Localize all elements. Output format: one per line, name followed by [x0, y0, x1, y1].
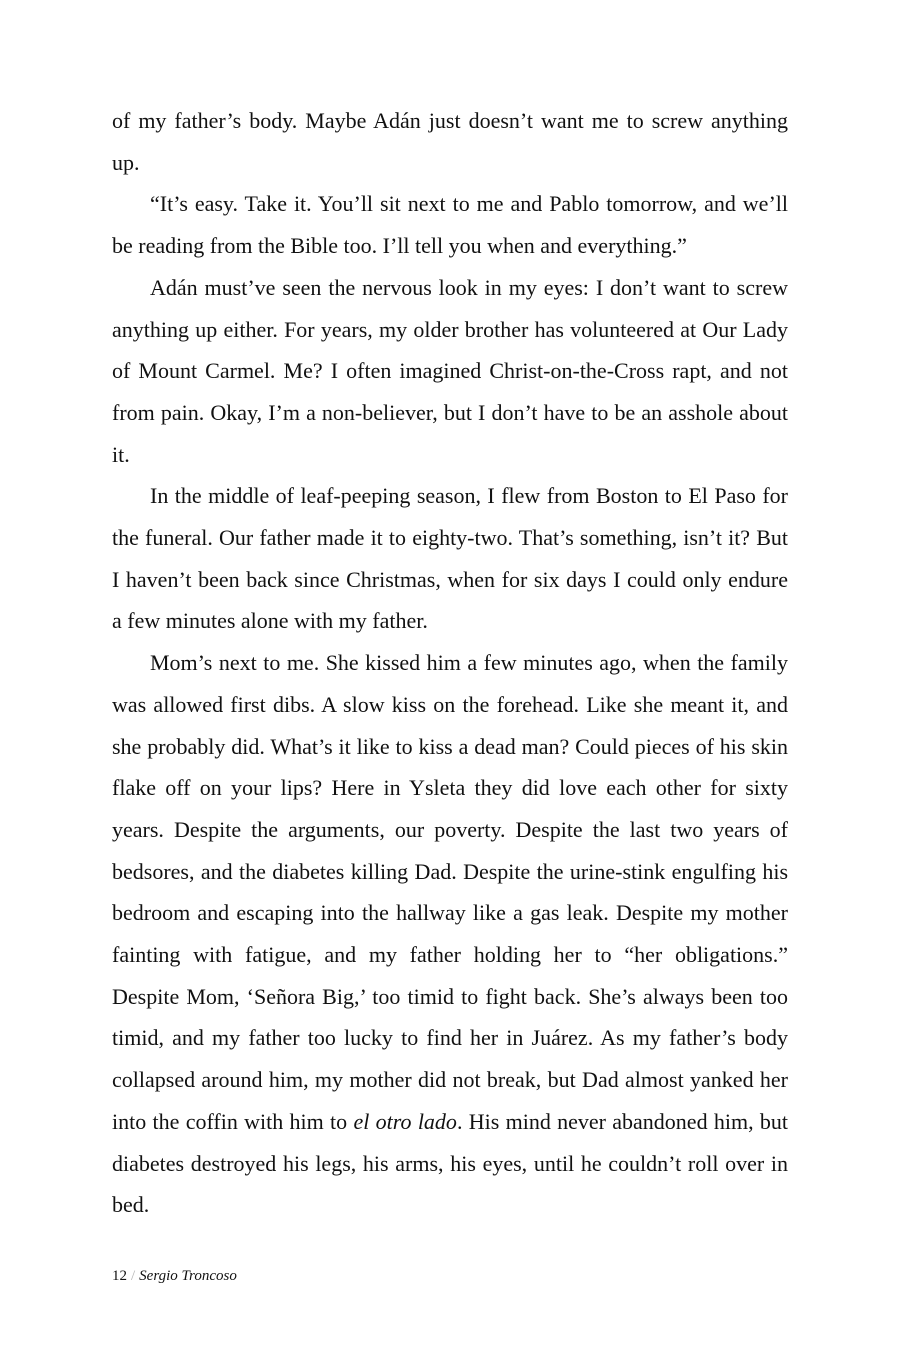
page-footer	[112, 1266, 237, 1286]
text-run: “It’s easy. Take it. You’ll sit next to me and Pablo tomorrow, and we’ll be reading from the Bible too. I’ll tell you when and everything.”	[112, 191, 788, 259]
footer-separator: /	[131, 1268, 136, 1284]
text-run: Mom’s next to me. She kissed him a few minutes ago, when the family was allowed first dibs. A slow kiss on the forehead. Like she meant it, and she probably did. What’s it like to kiss a dead man? Could pieces of his skin flake off on your lips? Here in Ysleta they did love each other for sixty years. Despite the arguments, our poverty. Despite the last two years of bedsores, and the diabetes killing Dad. Despite the urine-stink engulfing his bedroom and escaping into the hallway like a gas leak. Despite my mother fainting with fatigue, and my father holding her to “her obligations.” Despite Mom, ‘Señora Big,’ too timid to fight back. She’s always been too timid, and my father too lucky to find her in Juárez. As my father’s body collapsed around him, my mother did not break, but Dad almost yanked her into the coffin with him to	[112, 650, 788, 1134]
paragraph-4	[112, 475, 788, 642]
paragraph-1	[112, 100, 788, 183]
page-number: 12	[112, 1268, 127, 1284]
text-run: . His mind never abandoned him, but diabetes destroyed his legs, his arms, his eyes, until he couldn’t roll over in bed.	[112, 1108, 788, 1218]
page-body	[112, 100, 788, 1226]
paragraph-5	[112, 642, 788, 1226]
text-run: In the middle of leaf-peeping season, I flew from Boston to El Paso for the funeral. Our father made it to eighty-two. That’s something, isn’t it? But I haven’t been back since Christmas, when for six days I could only endure a few minutes alone with my father.	[112, 483, 788, 634]
text-run: of my father’s body. Maybe Adán just doesn’t want me to screw anything up.	[112, 108, 788, 175]
text-run: Adán must’ve seen the nervous look in my eyes: I don’t want to screw anything up either. For years, my older brother has volunteered at Our Lady of Mount Carmel. Me? I often imagined Christ-on-the-Cross rapt, and not from pain. Okay, I’m a non-believer, but I don’t have to be an asshole about it.	[112, 274, 788, 467]
paragraph-2	[112, 183, 788, 266]
italic-phrase: el otro lado	[353, 1108, 457, 1134]
paragraph-3	[112, 267, 788, 476]
running-author: Sergio Troncoso	[139, 1268, 237, 1284]
